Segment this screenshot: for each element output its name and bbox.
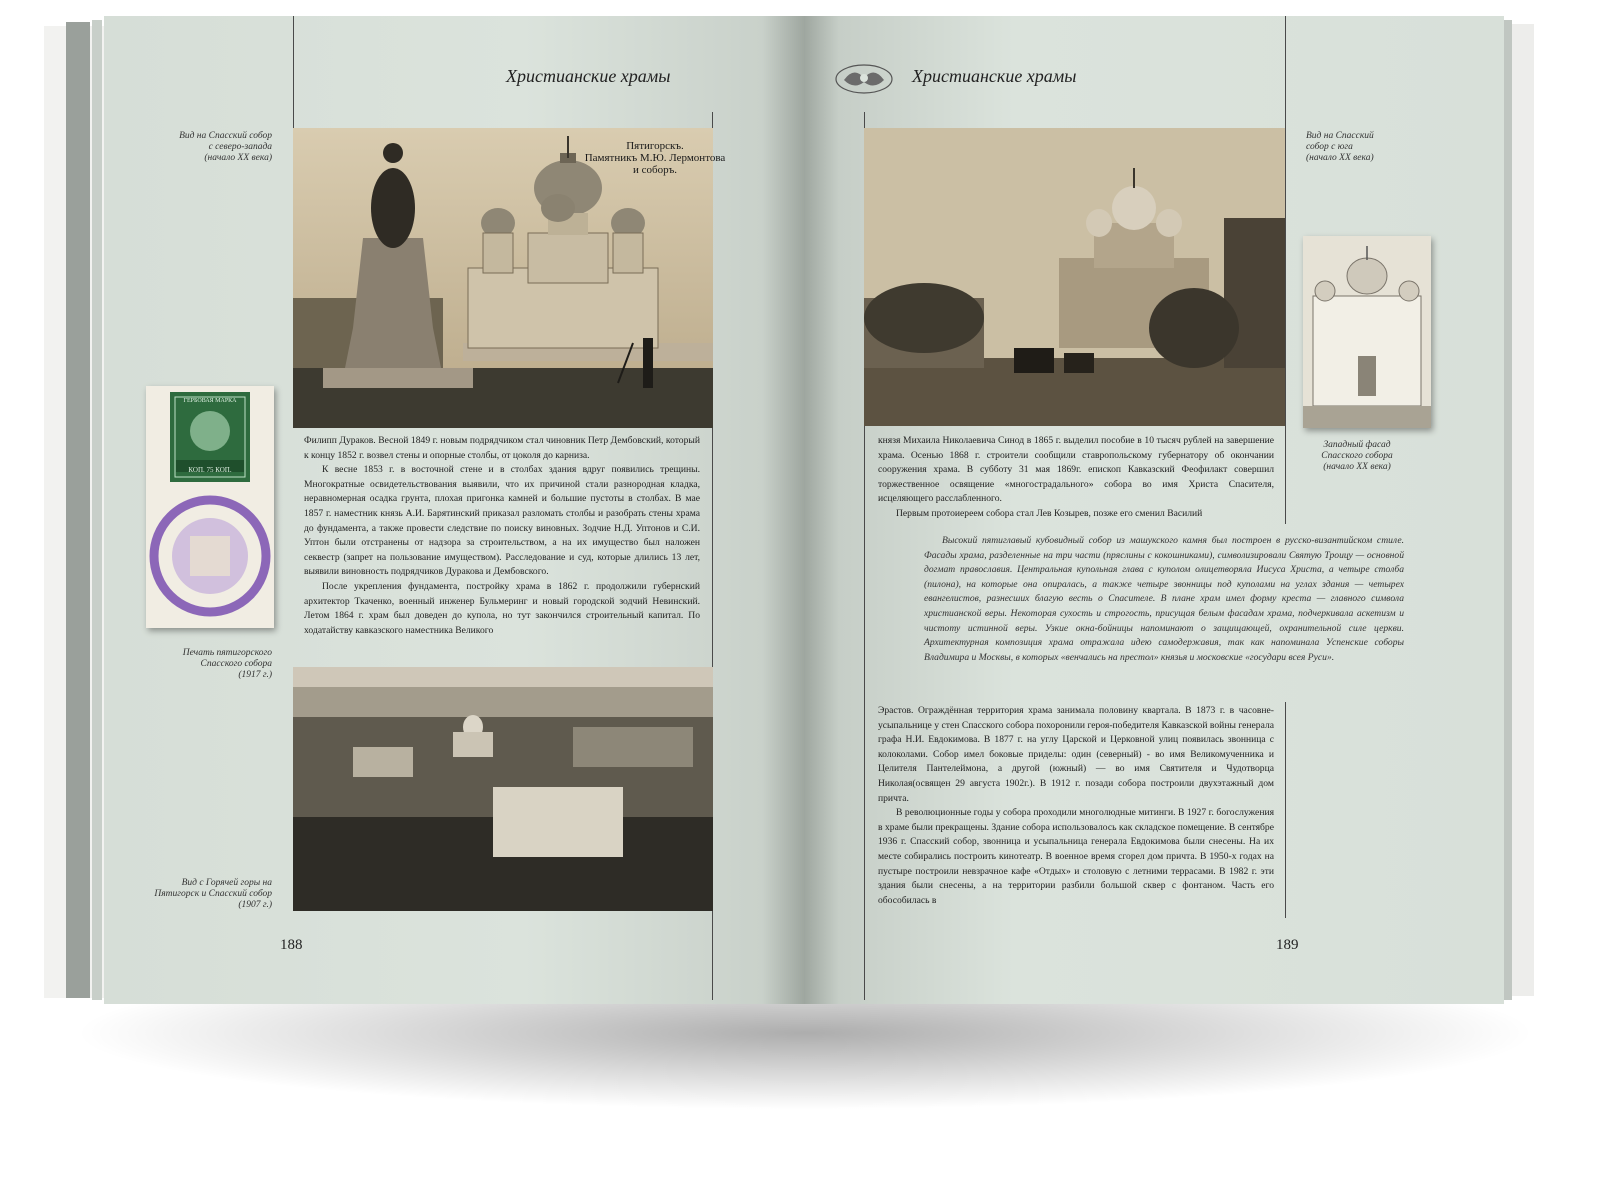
left-caption-bottom: Вид с Горячей горы на Пятигорск и Спасский собор (1907 г.) [154, 878, 272, 910]
west-facade-photo [1303, 236, 1431, 428]
right-body-text-top: князя Михаила Николаевича Синод в 1865 г. выделил пособие в 10 тысяч рублей на завершение храма. Осенью 1868 г. строители сообщили ставропольскому губернатору об окончании сооружения храма. В субботу 31 мая 1869г. епископ Кавказский Феофилакт совершил торжественное освящение «многострадального» собора во имя Христа Спасителя, исцеляющего расслабленного. Первым протоиереем собора стал Лев Козырев, позже его сменил Василий [878, 435, 1274, 519]
left-margin-rule [293, 16, 294, 132]
seal-stamp-image [146, 386, 274, 628]
right-body-text-bottom: Эрастов. Ограждённая территория храма занимала половину квартала. В 1873 г. в часовне-усыпальнице у стен Спасского собора похоронили героя-победителя Кавказской войны генерала графа Н.И. Евдокимова. В 1877 г. на углу Царской и Церковной улиц появилась звонница с колоколами. Собор имел боковые приделы: один (северный) - во имя Великомученника и Целителя Пантелеймона, а другой (южный) — во имя Святителя и Чудотворца Николая(освящен 29 августа 1902г.). В 1912 г. позади собора построили двухэтажный дом причта. В революционные годы у собора проходили многолюдные митинги. В 1927 г. богослужения в храме были прекращены. Здание собора использовалось как складское помещение. В сентябре 1936 г. Спасский собор, звонница и усыпальница генерала Евдокимова были снесены. На их месте собирались построить кинотеатр. В военное время сгорел дом причта. В 1950-х годах на пустыре построили невзрачное кафе «Отдых» и столовую с летними террасами. В 1982 г. эти здания были снесены, а на территории разбили большой сквер с фонтаном. Часть его обособилась в [878, 705, 1274, 906]
south-view-photo [864, 128, 1285, 426]
left-caption-stamp: Печать пятигорского Спасского собора (1917 г.) [182, 648, 272, 680]
right-quote-block: Высокий пятиглавый кубовидный собор из машукского камня был построен в русско-византийском стиле. Фасады храма, разделенные на три части (пряслины с кокошниками), символизировали Святую Троицу — основной догмат православия. Центральная купольная глава с куполом олицетворяла Иисуса Христа, а четыре столба (пилона), на которые она опиралась, а также четыре звонницы под куполами на углах здания — четырех евангелистов, разнесших благую весть о Спасителе. В плане храм имел форму креста — главного символа христианской веры. Некоторая сухость и строгость, присущая белым фасадам храма, подчеркивала аскетизм и чистоту истинной веры. Узкие окна-бойницы напоминают о защищающей, охранительной силе церкви. Архитектурная композиция храма отражала идею самодержавия, так как напоминала Успенские соборы Владимира и Москвы, в которых «венчались на престол» князья и московские «государи всея Руси». [924, 535, 1404, 663]
left-page-number: 188 [280, 937, 303, 953]
right-page-edge-stripe [1504, 20, 1512, 1000]
book-shadow [70, 1000, 1540, 1110]
postcard-label: Пятигорскъ. Памятникъ М.Ю. Лермонтова и соборъ. [584, 140, 726, 176]
right-margin-rule-bottom [1285, 702, 1286, 918]
left-page-edge-stripe [66, 22, 90, 998]
right-margin-rule-top [1285, 16, 1286, 524]
stamp-value-text: КОП. 75 КОП. [188, 466, 232, 474]
ornament-icon [834, 62, 894, 96]
left-caption-top: Вид на Спасский собор с северо-запада (начало XX века) [179, 131, 272, 163]
right-caption-facade: Западный фасад Спасского собора (начало XX века) [1321, 440, 1393, 472]
left-page-edge-stripe-2 [92, 20, 102, 1000]
right-running-head: Христианские храмы [912, 66, 1077, 86]
left-body-text: Филипп Дураков. Весной 1849 г. новым подрядчиком стал чиновник Петр Дембовский, который к концу 1852 г. возвел стены и опорные столбы, от цоколя до карниза. К весне 1853 г. в восточной стене и в столбах здания вдруг появились трещины. Многократные освидетельствования выявили, что их причиной стали разнородная кладка, неравномерная осадка грунта, плохая пригонка камней и большие пустоты в столбах. В мае 1857 г. наместник князь А.И. Барятинский приказал разломать столбы и разобрать стены храма до фундамента, а также провести следствие по поиску виновных. Зодчие Н.Д. Уптонов и С.И. Уптон были отстранены от надзора за строительством, а на их имущество был наложен секвестр (запрет на пользование имуществом). Расследование и суд, которые длились 13 лет, выявили виновность подрядчиков Дуракова и Дембовского. После укрепления фундамента, постройку храма в 1862 г. продолжили губернский архитектор Ткаченко, военный инженер Бульмеринг и новый городской зодчий Невинский. Летом 1864 г. храм был доведен до купола, но тут закончился строительный капитал. По ходатайству кавказского наместника Великого [304, 435, 700, 636]
panorama-photo [293, 667, 713, 911]
right-caption-top: Вид на Спасский собор с юга (начало XX века) [1306, 131, 1374, 163]
right-page-number: 189 [1276, 937, 1299, 953]
stamp-top-text: ГЕРБОВАЯ МАРКА [183, 398, 237, 404]
left-running-head: Христианские храмы [506, 66, 671, 86]
